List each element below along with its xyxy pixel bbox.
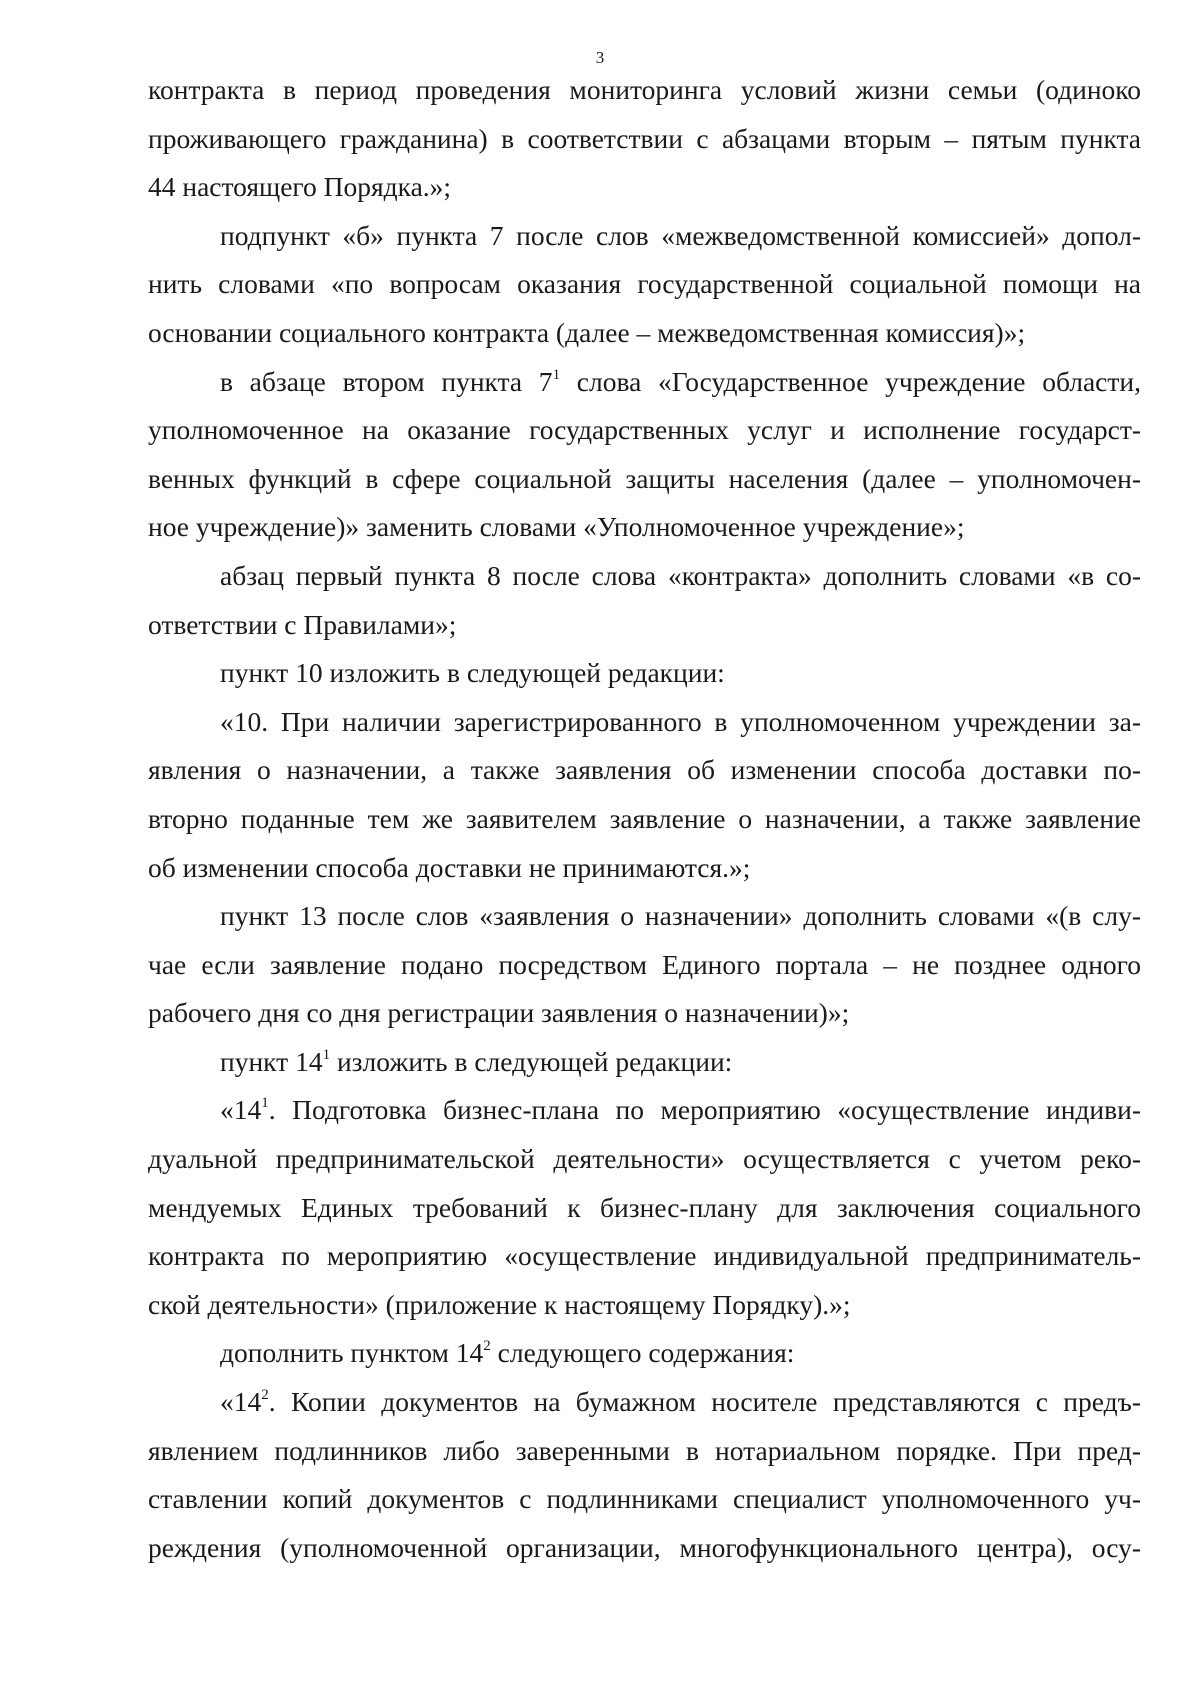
text-fragment: слова «Государственное учреждение области,: [560, 365, 1141, 397]
text-line: дуальной предпринимательской деятельности» осуществляется с учетом реко-: [148, 1143, 1141, 1175]
page-number: 3: [595, 48, 605, 67]
text-line: контракта в период проведения мониторинга условий жизни семьи (одиноко: [148, 74, 1141, 105]
text-fragment: изложить в следующей редакции:: [330, 1045, 733, 1077]
text-line: [148, 1038, 1141, 1087]
text-line: основании социального контракта (далее – межведомственная комиссия)»;: [148, 316, 1026, 348]
text-line: [148, 358, 1141, 407]
text-line: явлением подлинников либо заверенными в нотариальном порядке. При пред-: [148, 1434, 1141, 1466]
superscript-index: 2: [261, 1387, 269, 1404]
text-line: рабочего дня со дня регистрации заявления о назначении)»;: [148, 997, 850, 1029]
text-line: «10. При наличии зарегистрированного в уполномоченном учреждении за-: [220, 705, 1141, 737]
superscript-index: 1: [261, 1095, 269, 1112]
text-fragment: «14: [220, 1094, 262, 1126]
superscript-index: 1: [322, 1046, 331, 1063]
text-line: вторно поданные тем же заявителем заявление о назначении, а также заявление: [148, 802, 1141, 834]
text-line: подпункт «б» пункта 7 после слов «межведомственной комиссией» допол-: [220, 219, 1141, 251]
text-fragment: . Подготовка бизнес-плана по мероприятию «осуществление индиви-: [268, 1094, 1141, 1126]
text-line: контракта по мероприятию «осуществление индивидуальной предприниматель-: [148, 1240, 1141, 1272]
text-line: ставлении копий документов с подлинниками специалист уполномоченного уч-: [148, 1483, 1141, 1515]
text-line: венных функций в сфере социальной защиты населения (далее – уполномочен-: [148, 462, 1141, 494]
document-body: [148, 66, 1141, 1572]
text-line: мендуемых Единых требований к бизнес-плану для заключения социального: [148, 1191, 1141, 1223]
text-fragment: следующего содержания:: [490, 1337, 795, 1369]
text-line: ное учреждение)» заменить словами «Уполномоченное учреждение»;: [148, 511, 965, 543]
text-line: реждения (уполномоченной организации, многофункционального центра), осу-: [148, 1531, 1141, 1563]
text-line: ской деятельности» (приложение к настоящему Порядку).»;: [148, 1288, 851, 1320]
text-line: [148, 1378, 1141, 1427]
text-line: пункт 13 после слов «заявления о назначении» дополнить словами «(в слу-: [220, 900, 1141, 932]
text-line: уполномоченное на оказание государственных услуг и исполнение государст-: [148, 414, 1141, 446]
text-fragment: «14: [220, 1386, 262, 1418]
text-line: [148, 1086, 1141, 1135]
text-fragment: дополнить пунктом 14: [220, 1337, 484, 1369]
text-line: проживающего гражданина) в соответствии с абзацами вторым – пятым пункта: [148, 122, 1141, 154]
text-fragment: . Копии документов на бумажном носителе представляются с предъ-: [268, 1386, 1141, 1418]
superscript-index: 1: [552, 366, 561, 383]
text-line: абзац первый пункта 8 после слова «контракта» дополнить словами «в со-: [220, 559, 1141, 591]
text-line: пункт 10 изложить в следующей редакции:: [220, 657, 725, 689]
text-line: чае если заявление подано посредством Единого портала – не позднее одного: [148, 948, 1141, 980]
text-line: 44 настоящего Порядка.»;: [148, 171, 452, 203]
text-line: ответствии с Правилами»;: [148, 608, 457, 640]
text-line: об изменении способа доставки не принимаются.»;: [148, 851, 751, 883]
text-line: нить словами «по вопросам оказания государственной социальной помощи на: [148, 268, 1141, 300]
text-line: [148, 1329, 1141, 1378]
text-fragment: пункт 14: [220, 1045, 323, 1077]
text-line: явления о назначении, а также заявления об изменении способа доставки по-: [148, 754, 1141, 786]
text-fragment: в абзаце втором пункта 7: [220, 365, 553, 397]
superscript-index: 2: [483, 1338, 491, 1355]
